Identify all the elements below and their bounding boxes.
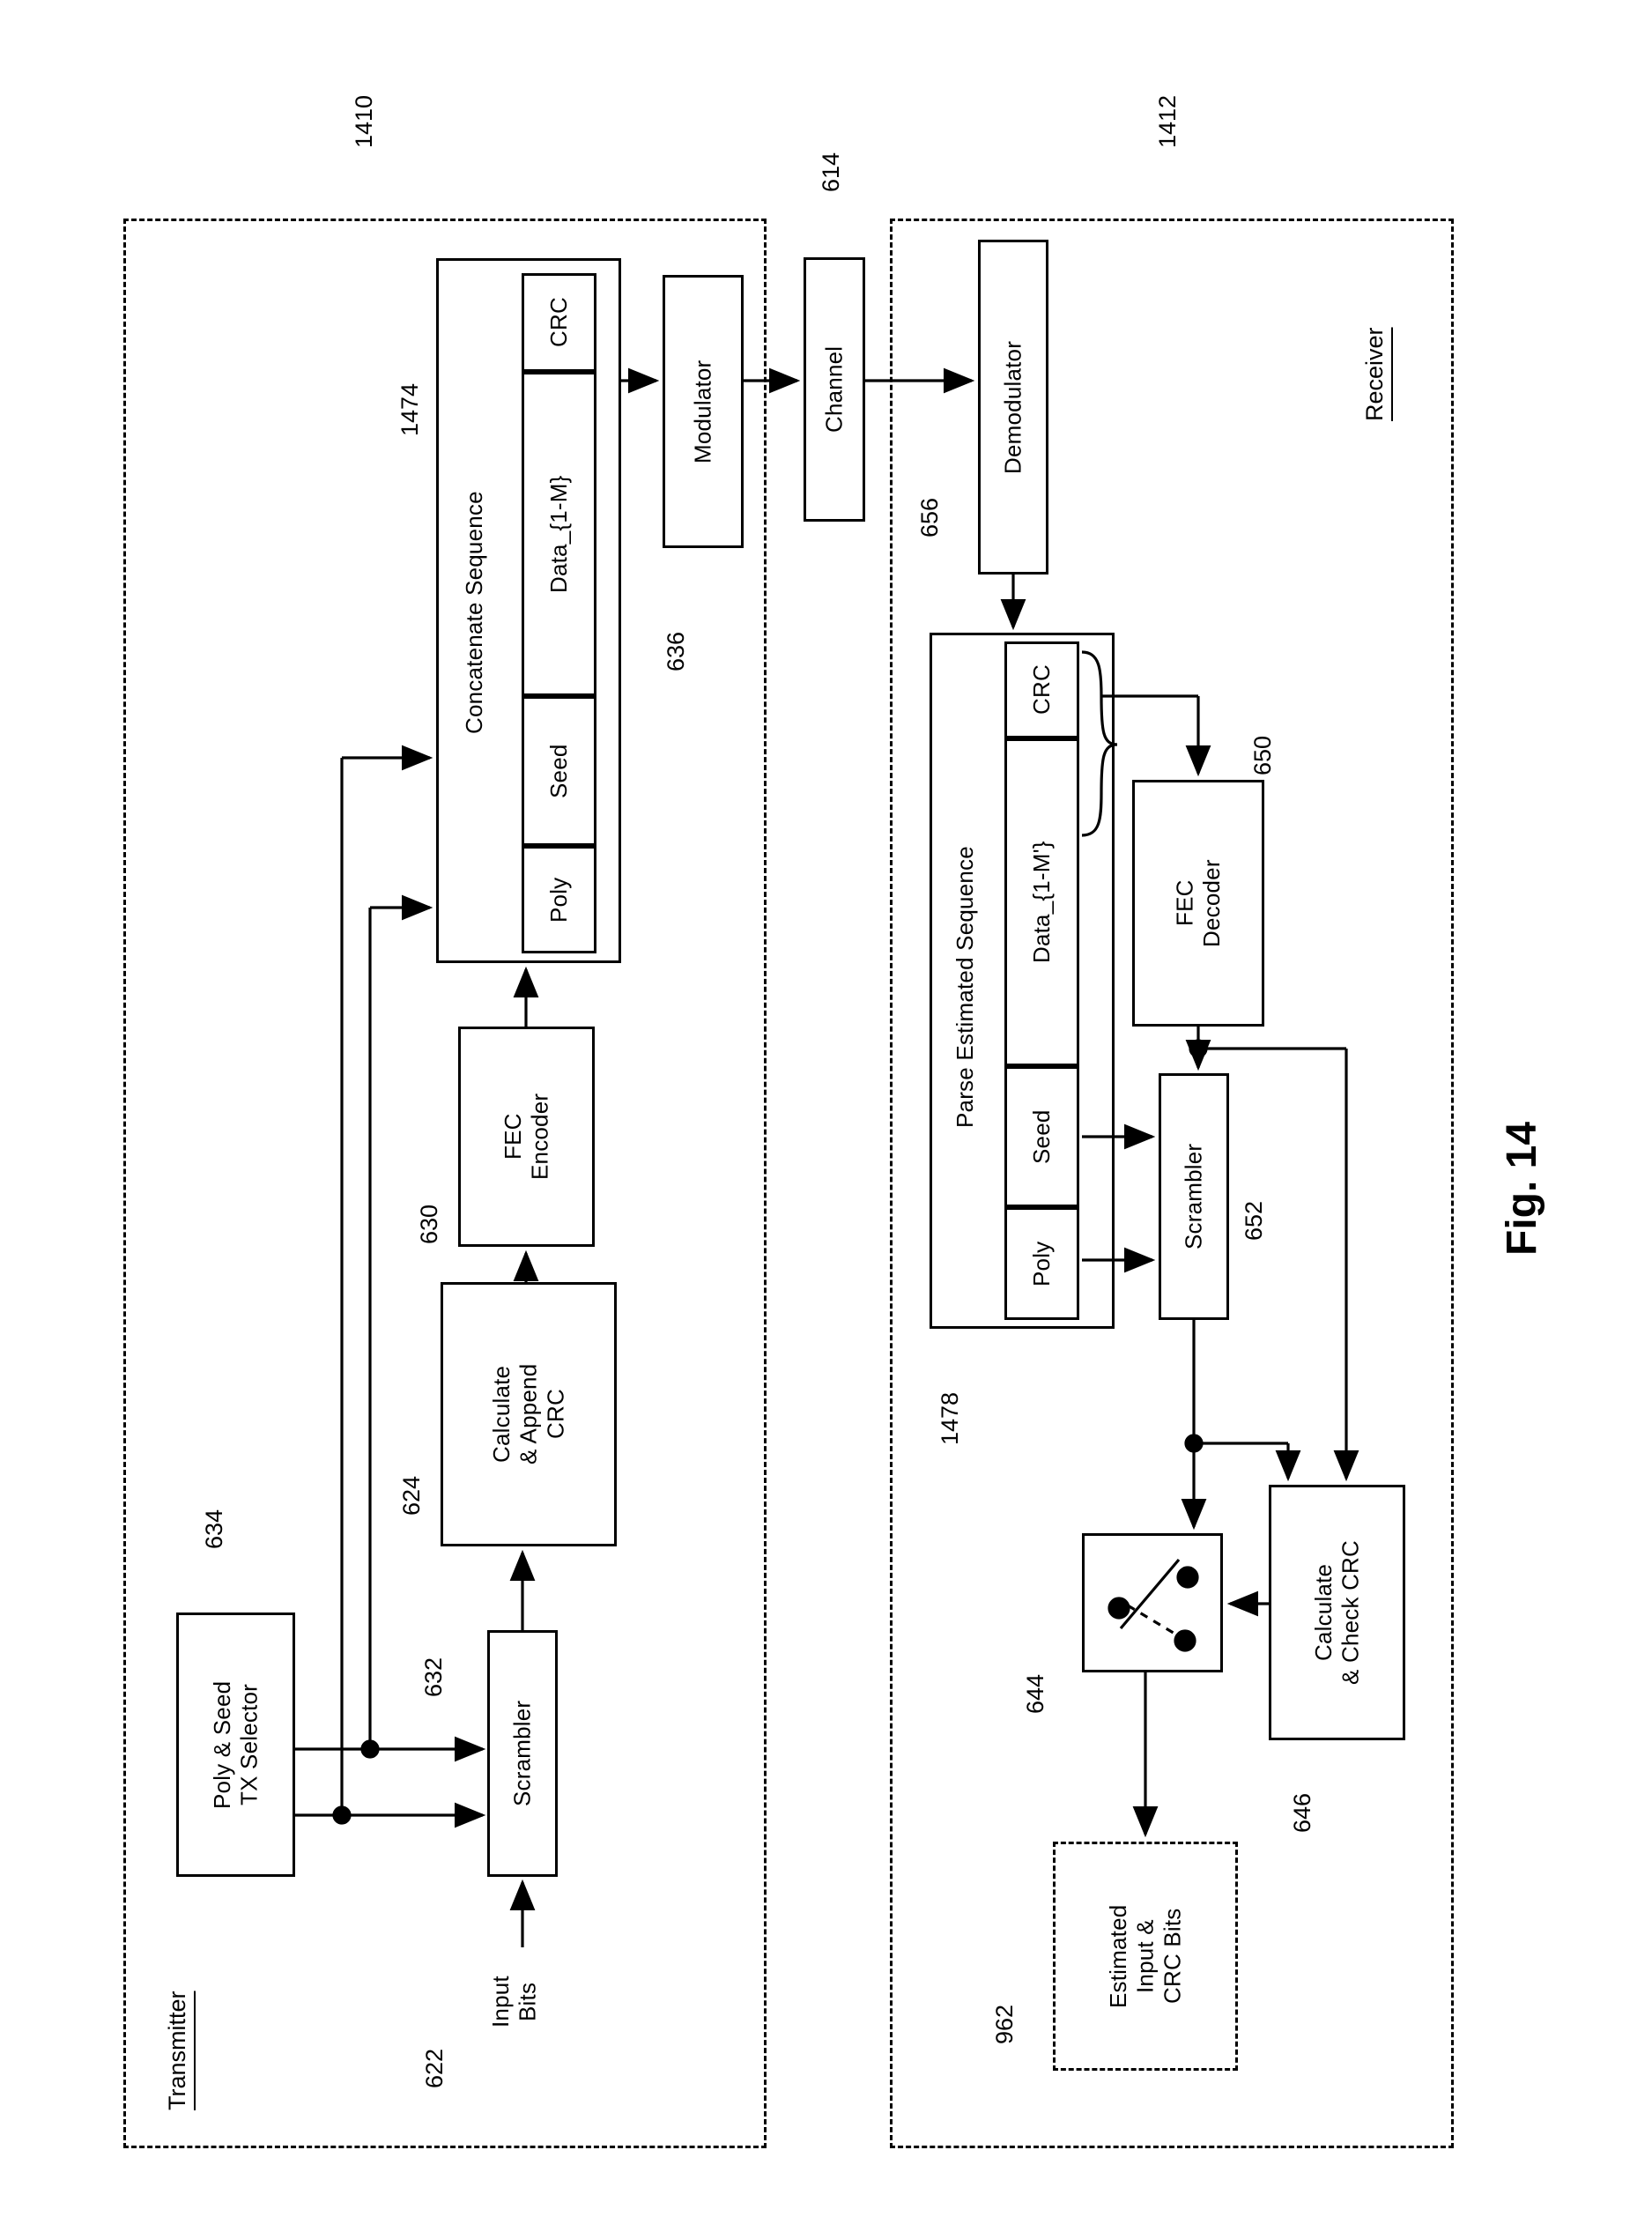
figure-label: Fig. 14 [1499, 1121, 1545, 1256]
block-estimated-output [1053, 1842, 1238, 2071]
receiver-title: Receiver [1361, 327, 1388, 421]
tx-field-data [522, 372, 596, 696]
ref-624: 624 [398, 1475, 425, 1516]
ref-650: 650 [1249, 735, 1276, 775]
block-fec-encoder-label: FEC Encoder [499, 1093, 553, 1181]
tx-field-crc [522, 273, 596, 372]
block-switch [1082, 1533, 1223, 1672]
block-demodulator-label: Demodulator [999, 340, 1026, 474]
tx-field-poly [522, 846, 596, 953]
block-parse-estimated-sequence-label: Parse Estimated Sequence [952, 846, 978, 1128]
tx-field-seed [522, 696, 596, 846]
block-calculate-append-crc [441, 1282, 617, 1546]
tx-field-seed-label: Seed [545, 744, 573, 798]
tx-field-poly-label: Poly [545, 877, 573, 923]
ref-630: 630 [416, 1204, 442, 1244]
block-poly-seed-tx-selector [176, 1613, 295, 1877]
ref-962: 962 [991, 2004, 1018, 2044]
rx-field-data-label: Data_{1-M'} [1028, 841, 1056, 964]
block-fec-encoder [458, 1027, 595, 1247]
ref-636: 636 [663, 631, 689, 671]
tx-field-crc-label: CRC [545, 297, 573, 348]
block-fec-decoder [1132, 780, 1264, 1027]
ref-634: 634 [201, 1509, 227, 1549]
ref-622: 622 [421, 2048, 448, 2088]
block-rx-scrambler-label: Scrambler [1180, 1143, 1207, 1250]
transmitter-ref: 1410 [351, 94, 377, 148]
ref-614: 614 [818, 152, 844, 192]
block-poly-seed-tx-selector-label: Poly & Seed TX Selector [208, 1680, 263, 1809]
block-tx-scrambler [487, 1630, 558, 1877]
ref-1478: 1478 [937, 1391, 963, 1445]
block-calculate-check-crc [1269, 1485, 1405, 1740]
ref-644: 644 [1022, 1673, 1048, 1714]
transmitter-title: Transmitter [164, 1991, 190, 2110]
block-rx-scrambler [1159, 1073, 1229, 1320]
rx-field-seed-label: Seed [1028, 1109, 1056, 1164]
ref-632: 632 [420, 1657, 447, 1697]
input-bits-label: Input Bits [487, 1976, 541, 2028]
block-channel-label: Channel [820, 345, 848, 434]
block-modulator-label: Modulator [689, 360, 716, 463]
block-concatenate-sequence-label: Concatenate Sequence [461, 491, 487, 734]
rx-field-seed [1004, 1066, 1079, 1207]
ref-646: 646 [1289, 1792, 1315, 1833]
tx-field-data-label: Data_{1-M} [545, 475, 573, 593]
block-modulator [663, 275, 744, 548]
rx-field-crc [1004, 641, 1079, 738]
block-fec-decoder-label: FEC Decoder [1171, 859, 1225, 947]
rx-field-poly-label: Poly [1028, 1241, 1056, 1286]
block-calculate-append-crc-label: Calculate & Append CRC [487, 1363, 569, 1465]
block-demodulator [978, 240, 1048, 575]
rx-field-data [1004, 738, 1079, 1066]
block-estimated-output-label: Estimated Input & CRC Bits [1104, 1904, 1186, 2008]
block-calculate-check-crc-label: Calculate & Check CRC [1309, 1540, 1364, 1686]
ref-656: 656 [916, 497, 943, 538]
receiver-ref: 1412 [1154, 94, 1181, 148]
block-channel [804, 257, 865, 522]
block-tx-scrambler-label: Scrambler [508, 1700, 536, 1807]
rx-field-crc-label: CRC [1028, 664, 1056, 715]
ref-1474: 1474 [396, 382, 423, 436]
rx-field-poly [1004, 1207, 1079, 1320]
ref-652: 652 [1241, 1200, 1267, 1241]
